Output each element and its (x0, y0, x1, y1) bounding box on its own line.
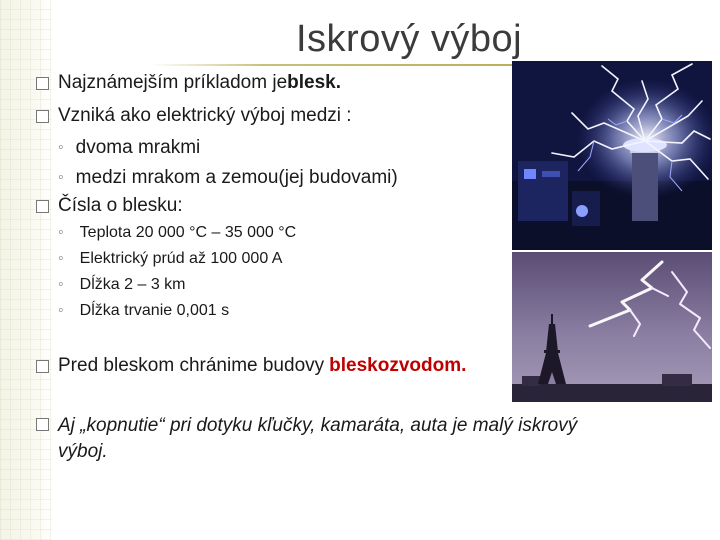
sub-bullet-clouds (58, 137, 200, 159)
eiffel-lightning-illustration (512, 252, 712, 402)
tesla-coil-photo (512, 61, 712, 250)
fact-text: Dĺžka trvanie 0,001 s (79, 302, 230, 319)
ring-icon: ◦ (58, 302, 64, 319)
checkbox-square-icon (36, 110, 49, 123)
eiffel-lightning-photo (512, 252, 712, 402)
fact-text: Dĺžka 2 – 3 km (79, 276, 186, 293)
sub-bullet-ground (58, 167, 398, 189)
tesla-coil-illustration (512, 61, 712, 250)
ring-icon: ◦ (58, 169, 64, 186)
bullet-lightning (36, 72, 341, 94)
fact-duration (58, 302, 229, 320)
ring-icon: ◦ (58, 250, 64, 267)
slide-title: Iskrový výboj (296, 18, 523, 60)
ring-icon: ◦ (58, 276, 64, 293)
ring-icon: ◦ (58, 224, 64, 241)
sub-bullet-text: medzi mrakom a zemou(jej budovami) (75, 167, 398, 188)
bullet-text: Čísla o blesku: (58, 195, 183, 216)
checkbox-square-icon (36, 77, 49, 90)
title-underline (150, 64, 530, 66)
checkbox-square-icon (36, 360, 49, 373)
bullet-static-shock (36, 413, 577, 465)
fact-temperature (58, 224, 296, 242)
bullet-text-line1: Aj „kopnutie“ pri dotyku kľučky, kamaráta, auta je malý iskrový (58, 415, 578, 436)
sub-bullet-text: dvoma mrakmi (75, 137, 201, 158)
highlight-text: bleskozvodom. (329, 355, 467, 376)
bullet-text: Najznámejším príkladom je (58, 72, 288, 93)
checkbox-square-icon (36, 200, 49, 213)
bullet-text: Vzniká ako elektrický výboj medzi : (58, 105, 352, 126)
fact-length (58, 276, 185, 294)
checkbox-square-icon (36, 418, 49, 431)
bullet-origin (36, 105, 352, 127)
bullet-bold-text: blesk. (287, 72, 342, 93)
fact-text: Teplota 20 000 °C – 35 000 °C (79, 224, 297, 241)
ring-icon: ◦ (58, 139, 64, 156)
bullet-text-line2: výboj. (58, 441, 108, 462)
bullet-text: Pred bleskom chránime budovy (58, 355, 325, 376)
fact-current (58, 250, 282, 268)
bullet-lightning-rod (36, 355, 466, 377)
fact-text: Elektrický prúd až 100 000 A (79, 250, 283, 267)
bullet-numbers (36, 195, 183, 217)
